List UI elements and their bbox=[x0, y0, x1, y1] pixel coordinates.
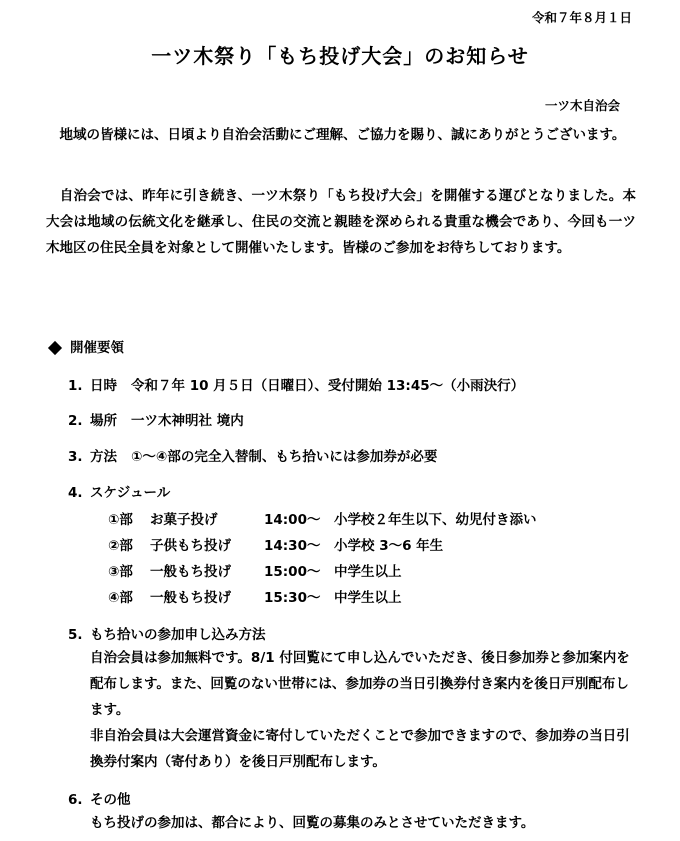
schedule-row: ①部 お菓子投げ 14:00～ 小学校２年生以下、幼児付き添い bbox=[108, 512, 537, 528]
page-title: 一ツ木祭り「もち投げ大会」のお知らせ bbox=[151, 44, 529, 68]
schedule-row: ④部 一般もち投げ 15:30～ 中学生以上 bbox=[108, 590, 402, 606]
other-text: もち投げの参加は、都合により、回覧の募集のみとさせていただきます。 bbox=[90, 815, 535, 831]
organization-name: 一ツ木自治会 bbox=[544, 98, 620, 113]
item-location: 2. 場所 一ツ木神明社 境内 bbox=[68, 413, 244, 429]
schedule-row: ②部 子供もち投げ 14:30～ 小学校 3～6 年生 bbox=[108, 538, 444, 554]
intro-paragraph-1: 地域の皆様には、日頃より自治会活動にご理解、ご協力を賜り、誠にありがとうございます。 bbox=[59, 127, 626, 143]
section-heading: 開催要領 bbox=[46, 336, 124, 356]
issue-date: 令和７年８月１日 bbox=[531, 10, 632, 25]
item-application: 5. もち拾いの参加申し込み方法 bbox=[68, 627, 266, 643]
application-non-members: 非自治会員は大会運営資金に寄付していただくことで参加できますので、参加券の当日引換券付案内（寄付あり）を後日戸別配布します。 bbox=[90, 728, 630, 770]
intro-paragraph-2: 自治会では、昨年に引き続き、一ツ木祭り「もち投げ大会」を開催する運びとなりました。本大会は地域の伝統文化を継承し、住民の交流と親睦を深められる貴重な機会であり、今回も一ツ木地区の住民全員を対象として開催いたします。皆様のご参加をお待ちしております。 bbox=[46, 188, 636, 256]
diamond-bullet-icon bbox=[48, 340, 62, 354]
item-schedule: 4. スケジュール bbox=[68, 485, 171, 501]
item-other: 6. その他 bbox=[68, 792, 131, 808]
application-members: 自治会員は参加無料です。8/1 付回覧にて申し込んでいただき、後日参加券と参加案内を配布します。また、回覧のない世帯には、参加券の当日引換券付き案内を後日戸別配布します。 bbox=[90, 650, 630, 718]
item-datetime: 1. 日時 令和７年 10 月５日（日曜日）、受付開始 13:45～（小雨決行） bbox=[68, 378, 525, 394]
item-method: 3. 方法 ①～④部の完全入替制、もち拾いには参加券が必要 bbox=[68, 449, 438, 465]
schedule-row: ③部 一般もち投げ 15:00～ 中学生以上 bbox=[108, 564, 402, 580]
